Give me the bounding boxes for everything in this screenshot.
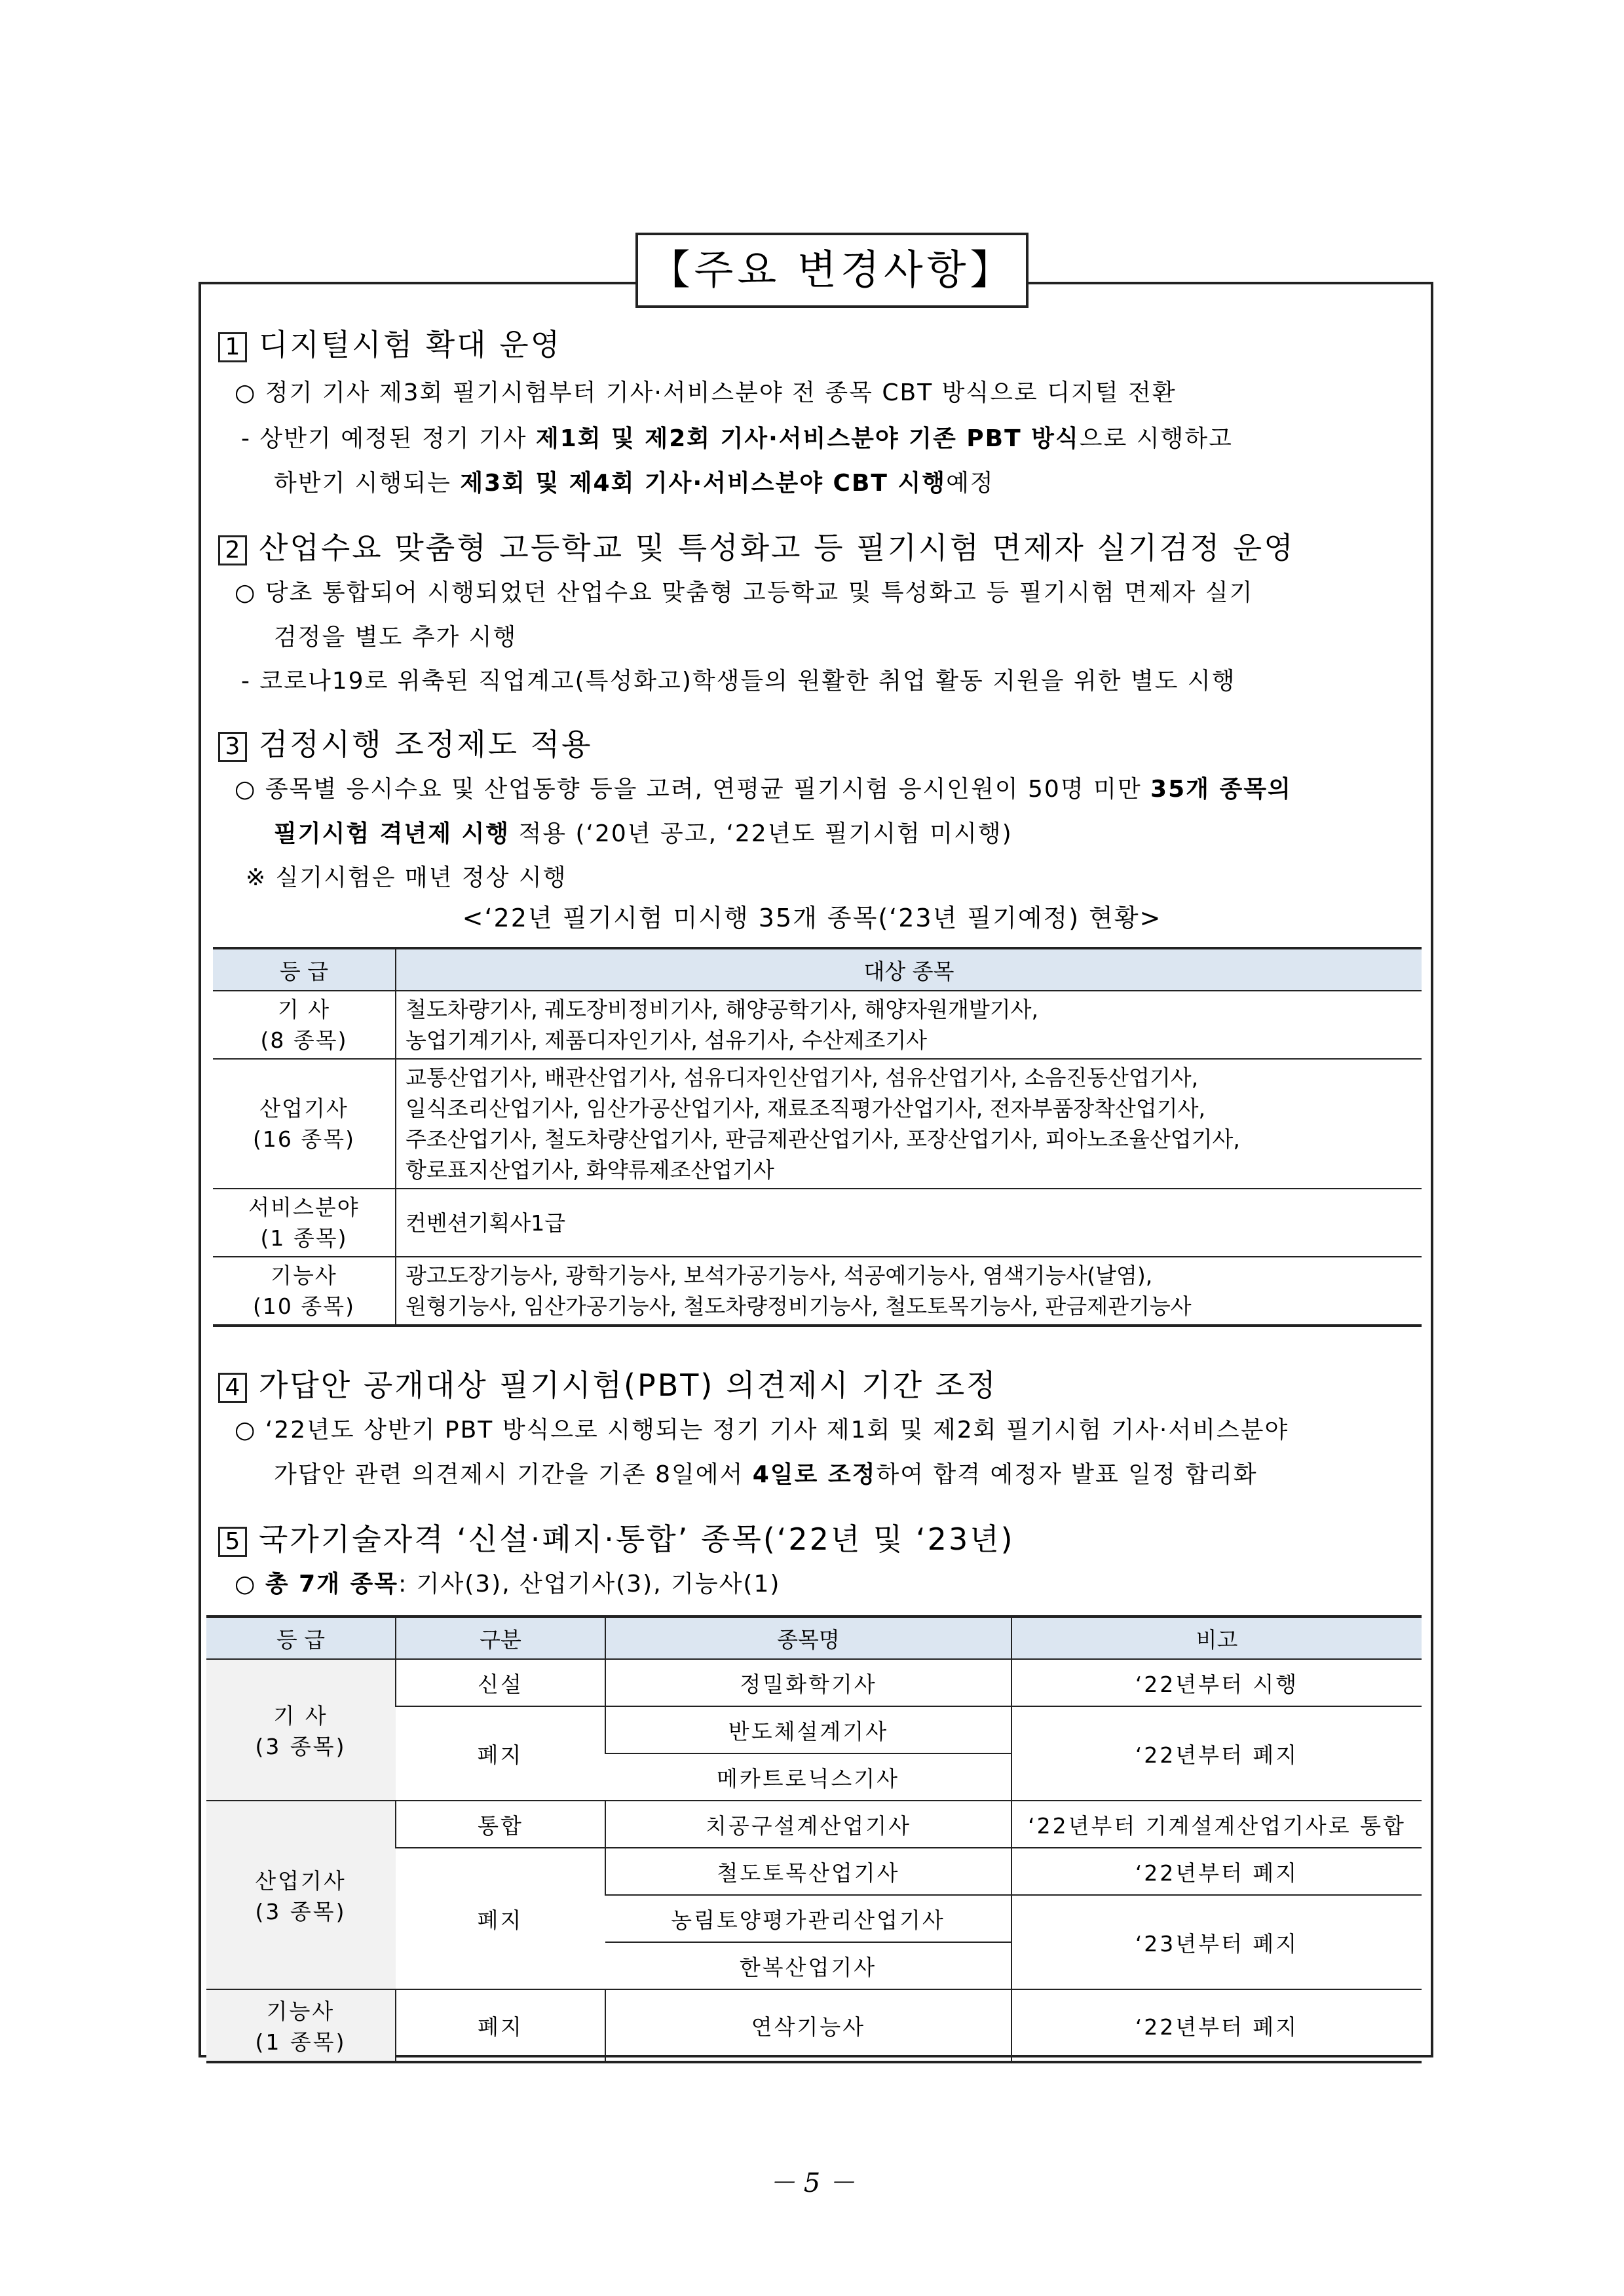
table-1-header-items: 대상 종목 [396,948,1422,991]
table-2-header-name: 종목명 [605,1617,1011,1659]
table-row: 서비스분야 (1 종목) 컨벤션기획사1급 [213,1189,1422,1257]
table-row: 농림토양평가관리산업기사 ‘23년부터 폐지 [206,1895,1422,1942]
page-number: － 5 － [769,2168,855,2198]
table-2-header-type: 구분 [396,1617,605,1659]
section-1-heading: 1 디지털시험 확대 운영 [218,321,561,364]
table-1 [213,947,1422,1327]
table-row: 기 사 (3 종목) 신설 정밀화학기사 ‘22년부터 시행 [206,1659,1422,1706]
section-2-heading: 2 산업수요 맞춤형 고등학교 및 특성화고 등 필기시험 면제자 실기검정 운영 [218,524,1295,567]
section-4-heading: 4 가답안 공개대상 필기시험(PBT) 의견제시 기간 조정 [218,1362,998,1405]
page-title: 【주요 변경사항】 [635,233,1029,308]
section-3-bullet-1-cont: 필기시험 격년제 시행 적용 (‘20년 공고, ‘22년도 필기시험 미시행) [274,820,1013,847]
section-2-bullet-1: ○ 당초 통합되어 시행되었던 산업수요 맞춤형 고등학교 및 특성화고 등 필기시험 면제자 실기 [235,579,1254,606]
table-1-caption: <‘22년 필기시험 미시행 35개 종목(‘23년 필기예정) 현황> [462,904,1162,932]
section-4-bullet-1: ○ ‘22년도 상반기 PBT 방식으로 시행되는 정기 기사 제1회 및 제2회 필기시험 기사·서비스분야 [235,1417,1289,1444]
table-row: 산업기사 (3 종목) 통합 치공구설계산업기사 ‘22년부터 기계설계산업기사로 통합 [206,1801,1422,1848]
table-row: 기능사 (10 종목) 광고도장기능사, 광학기능사, 보석가공기능사, 석공예기능사, 염색기능사(날염), 원형기능사, 임산가공기능사, 철도차량정비기능사, 철도토목기능사, 판금제관기능사 [213,1257,1422,1326]
table-row: 폐지 철도토목산업기사 ‘22년부터 폐지 [206,1848,1422,1895]
section-3-heading: 3 검정시행 조정제도 적용 [218,721,593,764]
table-row: 한복산업기사 [206,1942,1422,1989]
section-2-sub-1: - 코로나19로 위축된 직업계고(특성화고)학생들의 원활한 취업 활동 지원을 위한 별도 시행 [241,668,1236,695]
section-1-sub-1: - 상반기 예정된 정기 기사 제1회 및 제2회 기사·서비스분야 기존 PBT 방식으로 시행하고 [241,425,1233,452]
section-1-sub-1-cont: 하반기 시행되는 제3회 및 제4회 기사·서비스분야 CBT 시행예정 [274,470,994,497]
section-4-bullet-1-cont: 가답안 관련 의견제시 기간을 기존 8일에서 4일로 조정하여 합격 예정자 발표 일정 합리화 [274,1461,1258,1488]
table-2-header-grade: 등 급 [206,1617,396,1659]
section-3-note: ※ 실기시험은 매년 정상 시행 [246,864,567,891]
table-row: 기 사 (8 종목) 철도차량기사, 궤도장비정비기사, 해양공학기사, 해양자원개발기사, 농업기계기사, 제품디자인기사, 섬유기사, 수산제조기사 [213,991,1422,1059]
table-row: 산업기사 (16 종목) 교통산업기사, 배관산업기사, 섬유디자인산업기사, 섬유산업기사, 소음진동산업기사, 일식조리산업기사, 임산가공산업기사, 재료조직평가산업기사, 전자부품장착산업기사, 주조산업기사, 철도차량산업기사, 판금제관산업기사, 포장산업기사, 피아노조율산업기사, 항로표지산업기사, 화약류제조산업기사 [213,1059,1422,1189]
section-5-bullet-1: ○ 총 7개 종목: 기사(3), 산업기사(3), 기능사(1) [235,1571,781,1598]
table-2-header-note: 비고 [1011,1617,1422,1659]
table-row: 메카트로닉스기사 [206,1753,1422,1801]
section-3-bullet-1: ○ 종목별 응시수요 및 산업동향 등을 고려, 연평균 필기시험 응시인원이 50명 미만 35개 종목의 [235,776,1292,803]
section-1-bullet-1: ○ 정기 기사 제3회 필기시험부터 기사·서비스분야 전 종목 CBT 방식으로 디지털 전환 [235,379,1177,406]
table-1-header-grade: 등 급 [213,948,396,991]
table-row: 폐지 반도체설계기사 ‘22년부터 폐지 [206,1706,1422,1753]
section-5-heading: 5 국가기술자격 ‘신설·폐지·통합’ 종목(‘22년 및 ‘23년) [218,1516,1015,1559]
table-2 [206,1615,1422,2063]
table-row: 기능사 (1 종목) 폐지 연삭기능사 ‘22년부터 폐지 [206,1989,1422,2062]
section-2-bullet-1-cont: 검정을 별도 추가 시행 [274,624,518,651]
